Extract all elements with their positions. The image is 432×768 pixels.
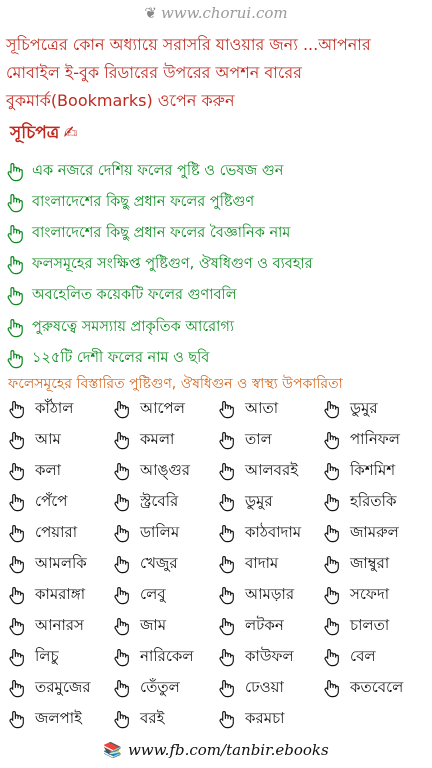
toc-item[interactable] [6,312,430,343]
pointing-hand-icon [6,193,24,213]
fruit-name: লিচু [35,647,59,665]
fruit-name: লেবু [140,585,166,603]
pointing-hand-icon [8,648,25,667]
pointing-hand-icon [113,431,130,450]
fruit-link[interactable] [8,583,113,608]
pointing-hand-icon [6,349,24,369]
toc-heading [10,120,78,148]
fruit-name: পেঁপে [35,492,68,510]
pointing-hand-icon [8,617,25,636]
fruit-name: জাম্বুরা [350,554,390,572]
pointing-hand-icon [113,462,130,481]
fruit-row [8,673,428,704]
leaf-logo-icon: ❦ [144,4,157,22]
pointing-hand-icon [323,586,340,605]
pointing-hand-icon [218,648,235,667]
fruit-row [8,394,428,425]
fruit-link[interactable] [113,459,218,484]
fruit-name: কিশমিশ [350,461,396,479]
toc-item-label: ফলসমূহের সংক্ষিপ্ত পুষ্টিগুণ, ঔষধিগুণ ও ব্যবহার [32,256,313,273]
fruit-link[interactable] [8,614,113,639]
intro-notice [6,31,430,115]
pointing-hand-icon [6,286,24,306]
fruit-name: চালতা [350,616,390,634]
fruit-name: হরিতকি [350,492,397,510]
toc-item-label: বাংলাদেশের কিছু প্রধান ফলের পুষ্টিগুণ [32,193,255,210]
footer-link[interactable]: www.fb.com/tanbir.ebooks [127,741,329,759]
toc-item-label: বাংলাদেশের কিছু প্রধান ফলের বৈজ্ঞানিক নাম [32,224,291,241]
pointing-hand-icon [113,586,130,605]
fruit-name: কমলা [140,430,175,448]
toc-title: সূচিপত্র [10,123,60,143]
fruit-row [8,425,428,456]
fruit-link[interactable] [8,397,113,422]
fruit-name: খেজুর [140,554,178,572]
fruit-name: কলা [35,461,62,479]
fruit-name: ডুমুর [245,492,273,510]
toc-list [6,156,430,374]
pointing-hand-icon [113,524,130,543]
fruit-link[interactable] [8,428,113,453]
toc-item[interactable] [6,281,430,312]
fruit-name: তরমুজের [35,678,91,696]
fruit-name: ডালিম [140,523,180,541]
pointing-hand-icon [6,255,24,275]
fruit-link[interactable] [218,397,323,422]
fruit-link[interactable] [8,490,113,515]
pointing-hand-icon [113,400,130,419]
fruit-link[interactable] [218,428,323,453]
fruit-name: নারিকেল [140,647,194,665]
pointing-hand-icon [218,524,235,543]
fruit-name: আম [35,430,61,448]
pencil-note-icon: ✍ [63,123,78,143]
pointing-hand-icon [323,462,340,481]
toc-item-label: ১২৫টি দেশী ফলের নাম ও ছবি [32,349,210,366]
site-url[interactable]: www.chorui.com [160,4,288,22]
fruit-name: লটকন [245,616,284,634]
pointing-hand-icon [8,679,25,698]
fruit-link[interactable] [218,490,323,515]
fruit-link[interactable] [8,552,113,577]
fruit-link[interactable] [8,645,113,670]
fruit-name: জলপাই [35,709,82,727]
fruit-name: জাম [140,616,167,634]
pointing-hand-icon [113,617,130,636]
fruit-link[interactable] [113,490,218,515]
footer [0,741,432,759]
pointing-hand-icon [323,431,340,450]
toc-item-label: পুরুষত্বে সমস্যায় প্রাকৃতিক আরোগ্য [32,318,235,335]
fruit-name: বরই [140,709,165,727]
pointing-hand-icon [8,524,25,543]
fruit-row [8,580,428,611]
fruit-link[interactable] [113,428,218,453]
fruit-link[interactable] [323,552,428,577]
pointing-hand-icon [8,400,25,419]
fruit-link[interactable] [218,552,323,577]
fruit-link[interactable] [323,459,428,484]
fruit-link[interactable] [113,583,218,608]
pointing-hand-icon [218,555,235,574]
fruit-name: কতবেলে [350,678,404,696]
pointing-hand-icon [323,493,340,512]
fruit-name: আমলকি [35,554,87,572]
pointing-hand-icon [218,400,235,419]
fruit-link[interactable] [323,676,428,701]
fruit-link[interactable] [113,397,218,422]
fruit-name: আপেল [140,399,185,417]
pointing-hand-icon [218,493,235,512]
pointing-hand-icon [218,586,235,605]
pointing-hand-icon [218,462,235,481]
toc-item[interactable] [6,218,430,249]
fruit-link[interactable] [113,676,218,701]
fruit-name: ডুমুর [350,399,378,417]
intro-line: বুকমার্ক(Bookmarks) ওপেন করুন [6,91,235,110]
fruit-link[interactable] [323,428,428,453]
pointing-hand-icon [113,648,130,667]
fruit-link[interactable] [323,583,428,608]
pointing-hand-icon [113,679,130,698]
toc-item-label: এক নজরে দেশিয় ফলের পুষ্টি ও ভেষজ গুন [32,162,284,179]
fruit-name: আতা [245,399,279,417]
fruit-row [8,611,428,642]
pointing-hand-icon [218,679,235,698]
fruit-link[interactable] [218,676,323,701]
fruit-row [8,518,428,549]
intro-line: মোবাইল ই-বুক রিডারের উপরের অপশন বারের [6,63,302,82]
fruit-row [8,549,428,580]
pointing-hand-icon [218,617,235,636]
fruit-name: পেয়ারা [35,523,78,541]
fruit-link[interactable] [8,676,113,701]
fruit-link[interactable] [323,397,428,422]
toc-item[interactable] [6,156,430,187]
fruit-name: আঙ্গুর [140,461,191,479]
fruit-link[interactable] [113,614,218,639]
fruit-row [8,456,428,487]
books-icon: 📚 [103,741,122,759]
pointing-hand-icon [113,493,130,512]
fruit-name: কাঁঠাল [35,399,74,417]
toc-item[interactable] [6,187,430,218]
pointing-hand-icon [113,555,130,574]
fruit-name: পানিফল [350,430,400,448]
fruit-row [8,704,428,735]
fruit-link[interactable] [218,707,323,732]
fruit-name: করমচা [245,709,285,727]
fruit-name: আনারস [35,616,84,634]
pointing-hand-icon [323,679,340,698]
fruit-name: কাঠবাদাম [245,523,302,541]
fruit-link[interactable] [218,583,323,608]
fruit-name: কাউফল [245,647,294,665]
fruit-link[interactable] [8,459,113,484]
fruit-row [8,487,428,518]
pointing-hand-icon [323,617,340,636]
pointing-hand-icon [6,162,24,182]
pointing-hand-icon [323,555,340,574]
fruit-link[interactable] [323,490,428,515]
toc-item[interactable] [6,343,430,374]
fruit-link[interactable] [218,521,323,546]
pointing-hand-icon [8,462,25,481]
pointing-hand-icon [8,710,25,729]
pointing-hand-icon [8,431,25,450]
pointing-hand-icon [6,224,24,244]
fruit-link[interactable] [323,614,428,639]
fruit-link[interactable] [218,459,323,484]
pointing-hand-icon [218,431,235,450]
fruit-link[interactable] [218,614,323,639]
fruit-link[interactable] [113,707,218,732]
pointing-hand-icon [323,400,340,419]
fruit-name: কামরাঙ্গা [35,585,86,603]
fruit-name: আমড়ার [245,585,295,603]
pointing-hand-icon [113,710,130,729]
intro-line: সূচিপত্রের কোন অধ্যায়ে সরাসরি যাওয়ার জন্য ...আপনার [6,35,371,54]
fruits-section-title: ফলেসমূহের বিস্তারিত পুষ্টিগুণ, ঔষধিগুন ও স্বাস্থ্য উপকারিতা [8,376,343,392]
fruit-name: ঢেওয়া [245,678,284,696]
fruit-link[interactable] [8,707,113,732]
fruit-name: জামরুল [350,523,399,541]
fruit-link[interactable] [113,645,218,670]
pointing-hand-icon [218,710,235,729]
toc-item-label: অবহেলিত কয়েকটি ফলের গুণাবলি [32,287,237,304]
fruit-link[interactable] [323,645,428,670]
fruit-grid [8,394,428,735]
toc-item[interactable] [6,250,430,281]
pointing-hand-icon [8,555,25,574]
pointing-hand-icon [323,524,340,543]
fruit-link[interactable] [113,552,218,577]
fruit-name: সফেদা [350,585,390,603]
fruit-name: বাদাম [245,554,279,572]
pointing-hand-icon [6,318,24,338]
pointing-hand-icon [323,648,340,667]
pointing-hand-icon [8,493,25,512]
fruit-link[interactable] [323,521,428,546]
fruit-link[interactable] [218,645,323,670]
pointing-hand-icon [8,586,25,605]
fruit-link[interactable] [113,521,218,546]
fruit-name: আলবরই [245,461,299,479]
fruit-row [8,642,428,673]
fruit-name: স্ট্রবেরি [140,492,179,510]
site-header [0,4,432,22]
fruit-name: তাল [245,430,272,448]
fruit-name: বেল [350,647,376,665]
fruit-name: তেঁতুল [140,678,180,696]
fruit-link[interactable] [8,521,113,546]
